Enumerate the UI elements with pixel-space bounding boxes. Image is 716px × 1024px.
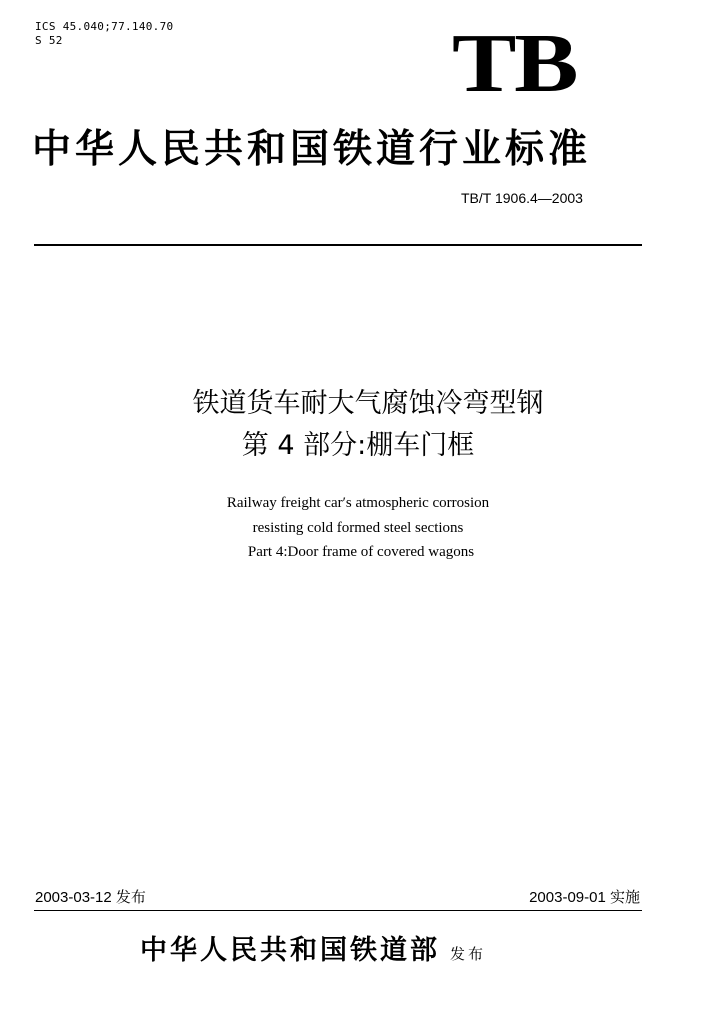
standard-number: TB/T 1906.4—2003 (461, 190, 583, 206)
ccs-code: S 52 (35, 34, 63, 47)
chinese-title-line-2: 第 4 部分:棚车门框 (241, 430, 475, 461)
issue-date (35, 888, 146, 908)
implementation-date-label: 实施 (609, 889, 640, 906)
chinese-title-line-1: 铁道货车耐大气腐蚀冷弯型钢 (192, 388, 544, 419)
publisher-organization: 中华人民共和国铁道部 (140, 935, 440, 966)
implementation-date (529, 888, 640, 908)
english-title-line-3: Part 4:Door frame of covered wagons (247, 544, 475, 560)
ics-code: ICS 45.040;77.140.70 (35, 20, 174, 33)
header-divider (34, 244, 642, 246)
standard-category-title: 中华人民共和国铁道行业标准 (32, 126, 592, 172)
issue-date-value: 2003-03-12 (35, 889, 112, 906)
publisher (140, 934, 486, 971)
classification-codes (35, 20, 173, 48)
implementation-date-value: 2003-09-01 (529, 889, 606, 906)
tb-logo: TB (452, 17, 577, 110)
english-title-line-1: Railway freight car′s atmospheric corrosion (226, 495, 490, 511)
issue-date-label: 发布 (115, 889, 146, 906)
footer-divider (34, 910, 642, 911)
publisher-action: 发布 (450, 945, 487, 963)
english-title-line-2: resisting cold formed steel sections (252, 520, 464, 536)
